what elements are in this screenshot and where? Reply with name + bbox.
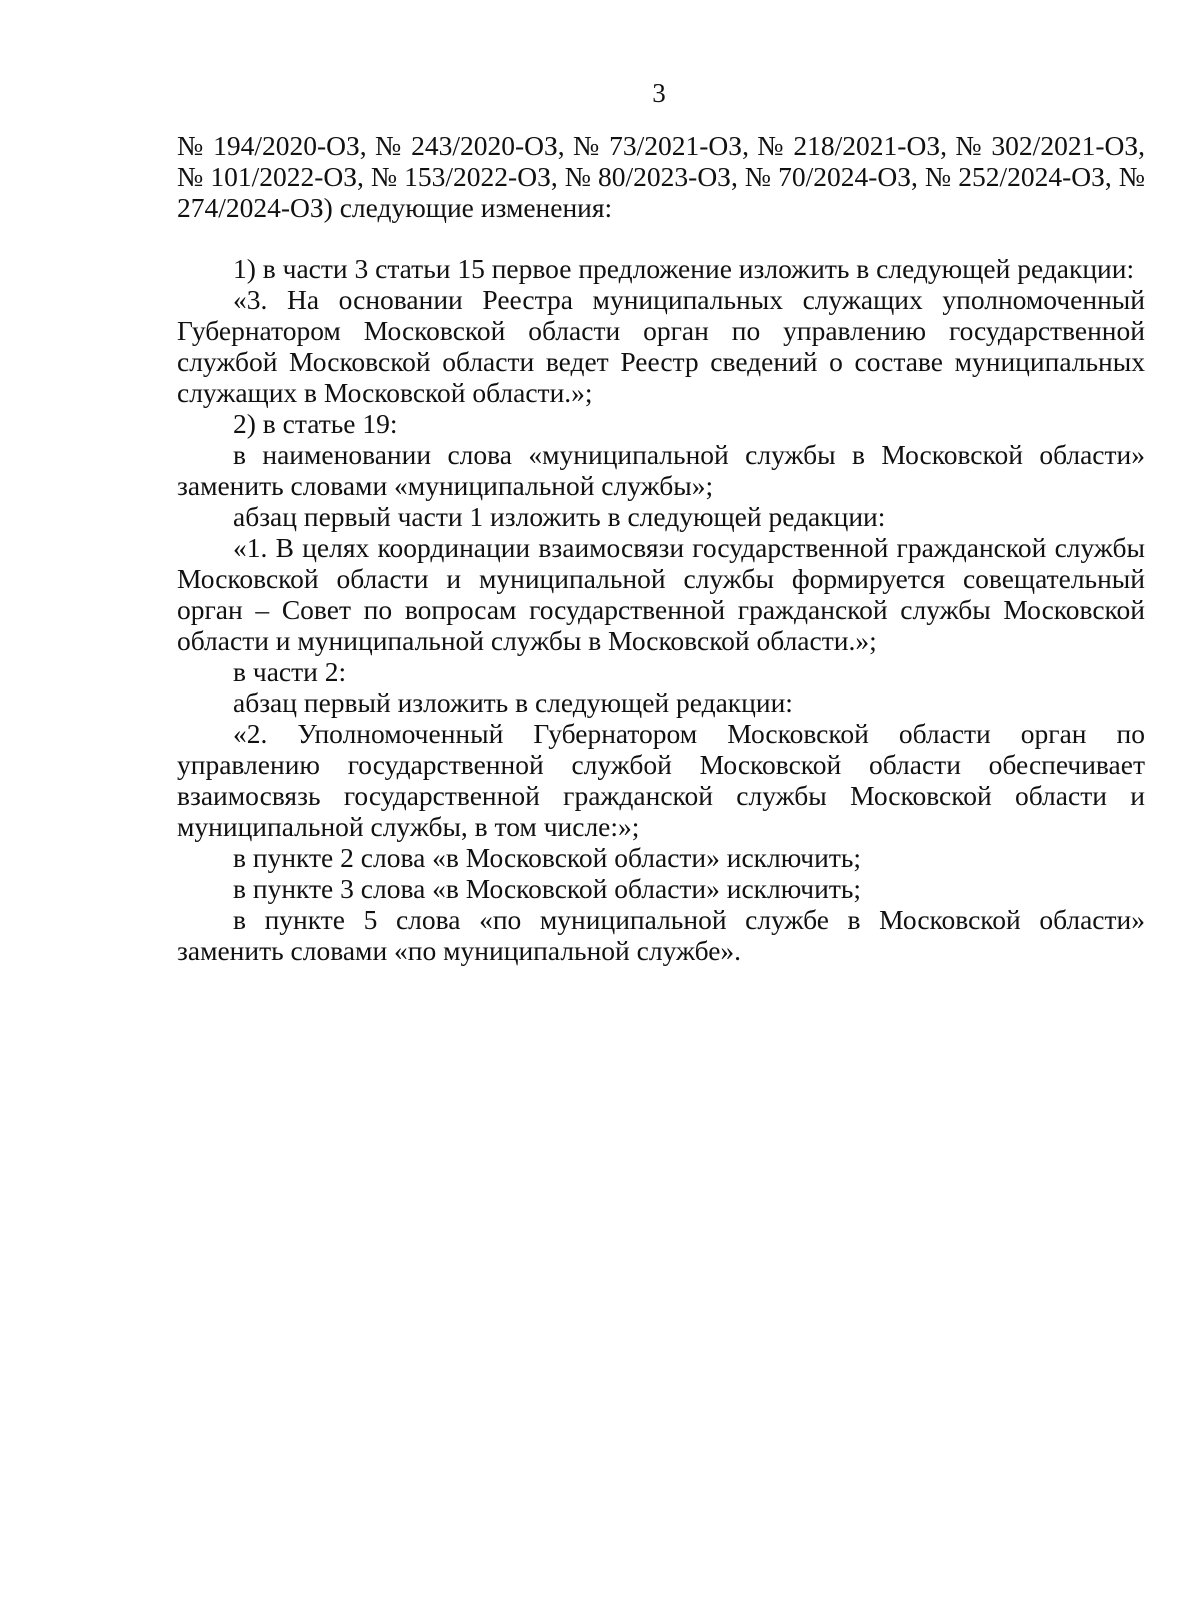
amendment-point-3: в пункте 3 слова «в Московской области» исключить; [233,873,862,904]
amendment-part-2-intro: в части 2: [233,656,347,687]
paragraph-spacer [177,223,1145,253]
page-number: 3 [652,78,666,108]
amendment-paragraph-1-intro: абзац первый изложить в следующей редакции: [233,687,793,718]
amendment-title-change: в наименовании слова «муниципальной службы в Московской области» заменить словами «муниципальной службы»; [177,439,1145,501]
amendment-point-5: в пункте 5 слова «по муниципальной службе в Московской области» заменить словами «по муниципальной службе». [177,904,1145,966]
amendment-part-1-intro: абзац первый части 1 изложить в следующей редакции: [233,501,886,532]
document-body [177,130,1145,966]
amendment-quote-part-1: «1. В целях координации взаимосвязи государственной гражданской службы Московской области и муниципальной службы формируется совещательный орган – Совет по вопросам государственной гражданской службы Московской области и муниципальной службы в Московской области.»; [177,532,1145,656]
amendment-point-2: в пункте 2 слова «в Московской области» исключить; [233,842,862,873]
law-references-paragraph: № 194/2020-ОЗ, № 243/2020-ОЗ, № 73/2021-ОЗ, № 218/2021-ОЗ, № 302/2021-ОЗ, № 101/2022-ОЗ, № 153/2022-ОЗ, № 80/2023-ОЗ, № 70/2024-ОЗ, № 252/2024-ОЗ, № 274/2024-ОЗ) следующие изменения: [177,130,1145,223]
amendment-item-1: 1) в части 3 статьи 15 первое предложение изложить в следующей редакции: [233,253,1135,284]
amendment-item-2: 2) в статье 19: [233,408,398,439]
amendment-quote-part-2: «2. Уполномоченный Губернатором Московской области орган по управлению государственной службой Московской области обеспечивает взаимосвязь государственной гражданской службы Московской области и муниципальной службы, в том числе:»; [177,718,1145,842]
amendment-quote-part-3: «3. На основании Реестра муниципальных служащих уполномоченный Губернатором Московской области орган по управлению государственной службой Московской области ведет Реестр сведений о составе муниципальных служащих в Московской области.»; [177,284,1145,408]
